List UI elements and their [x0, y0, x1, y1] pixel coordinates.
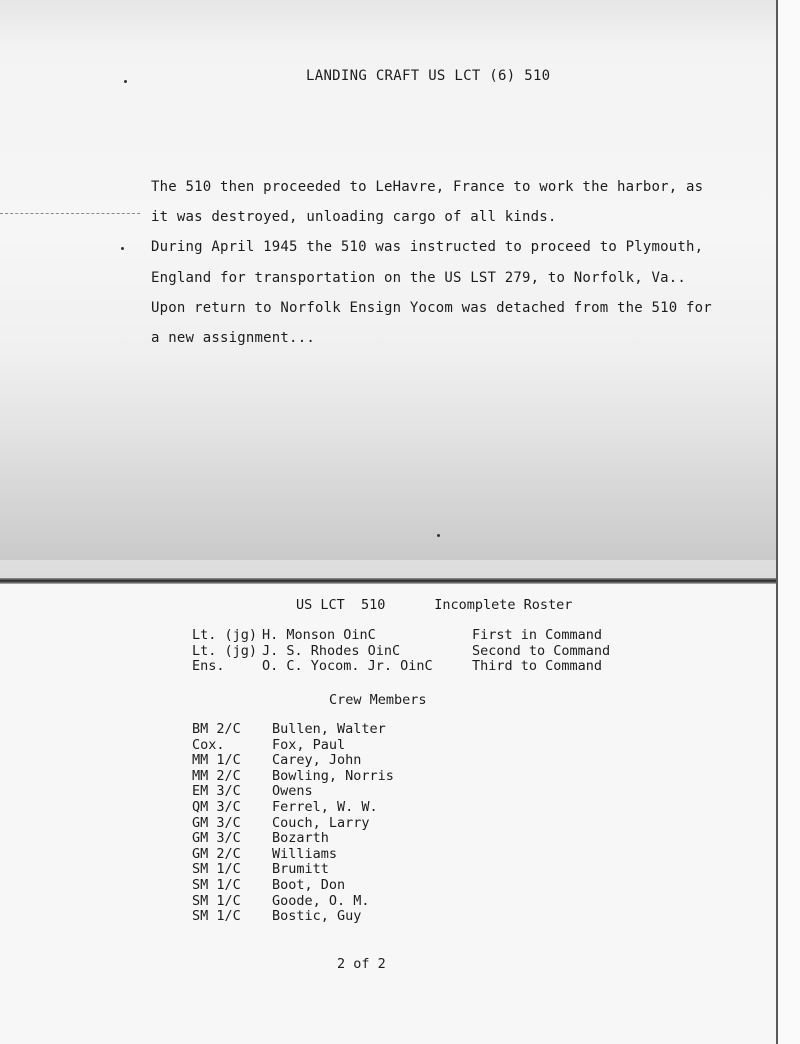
- crew-rate: SM 1/C: [192, 876, 241, 893]
- crew-row: [192, 816, 394, 832]
- crew-row: [192, 831, 394, 847]
- crew-rate: SM 1/C: [192, 892, 241, 909]
- crew-rate: BM 2/C: [192, 721, 241, 737]
- crew-rate: Cox.: [192, 736, 225, 753]
- officer-row: [192, 628, 610, 644]
- ink-speck: [121, 247, 124, 250]
- crew-row: [192, 800, 394, 816]
- narrative-line: Upon return to Norfolk Ensign Yocom was detached from the 510 for: [151, 299, 712, 316]
- crew-list: [192, 722, 394, 925]
- crew-row: [192, 722, 394, 738]
- roster-title: US LCT 510: [296, 597, 386, 613]
- roster-heading: [296, 597, 572, 613]
- crew-rate: SM 1/C: [192, 908, 241, 925]
- crew-name: Bozarth: [272, 830, 329, 847]
- crew-name: Bullen, Walter: [272, 721, 386, 737]
- narrative-line: a new assignment...: [151, 330, 315, 347]
- officer-row: [192, 659, 610, 675]
- officer-name: H. Monson OinC: [262, 627, 376, 643]
- crew-rate: QM 3/C: [192, 798, 241, 815]
- crew-name: Bostic, Guy: [272, 908, 362, 925]
- crew-rate: MM 1/C: [192, 752, 241, 769]
- narrative-line: it was destroyed, unloading cargo of all kinds.: [151, 209, 557, 226]
- officer-role: Third to Command: [472, 658, 603, 674]
- right-margin-strip: [778, 0, 800, 1044]
- crew-name: Goode, O. M.: [272, 892, 370, 909]
- narrative-line: During April 1945 the 510 was instructed to proceed to Plymouth,: [151, 239, 704, 256]
- crew-rate: SM 1/C: [192, 861, 241, 878]
- crew-name: Owens: [272, 783, 313, 800]
- page-fold-line: [0, 578, 800, 584]
- crew-heading: Crew Members: [329, 692, 427, 708]
- officer-row: [192, 644, 610, 660]
- narrative-line: England for transportation on the US LST 279, to Norfolk, Va..: [151, 269, 686, 286]
- document-title: LANDING CRAFT US LCT (6) 510: [306, 68, 551, 84]
- crew-row: [192, 894, 394, 910]
- roster-subtitle: Incomplete Roster: [434, 597, 573, 613]
- crew-name: Brumitt: [272, 861, 329, 878]
- crew-name: Ferrel, W. W.: [272, 798, 378, 815]
- crew-row: [192, 909, 394, 925]
- crew-rate: GM 2/C: [192, 845, 241, 862]
- crew-name: Boot, Don: [272, 876, 346, 893]
- narrative-line: The 510 then proceeded to LeHavre, France to work the harbor, as: [151, 179, 704, 195]
- crew-row: [192, 738, 394, 754]
- crew-name: Williams: [272, 845, 338, 862]
- crew-row: [192, 862, 394, 878]
- crew-name: Bowling, Norris: [272, 767, 394, 784]
- officer-role: Second to Command: [472, 642, 611, 659]
- crew-row: [192, 878, 394, 894]
- crew-rate: GM 3/C: [192, 830, 241, 847]
- narrative-paragraph: [151, 172, 711, 353]
- ink-speck: [437, 534, 440, 537]
- crew-name: Fox, Paul: [272, 736, 346, 753]
- officer-role: First in Command: [472, 627, 603, 643]
- crew-rate: GM 3/C: [192, 814, 241, 831]
- ink-speck: [124, 80, 127, 83]
- crew-name: Carey, John: [272, 752, 362, 769]
- crew-row: [192, 784, 394, 800]
- officer-rank: Lt. (jg): [192, 642, 258, 659]
- officer-rank: Lt. (jg): [192, 627, 258, 643]
- crew-name: Couch, Larry: [272, 814, 370, 831]
- crew-row: [192, 753, 394, 769]
- officer-name: O. C. Yocom. Jr. OinC: [262, 658, 433, 674]
- crew-rate: EM 3/C: [192, 783, 241, 800]
- officer-rank: Ens.: [192, 658, 225, 674]
- page-right-edge: [776, 0, 778, 1044]
- crew-rate: MM 2/C: [192, 767, 241, 784]
- crew-row: [192, 847, 394, 863]
- margin-dash-mark: [0, 213, 140, 214]
- crew-row: [192, 769, 394, 785]
- officer-name: J. S. Rhodes OinC: [262, 642, 401, 659]
- bleed-through-shadow: [0, 350, 800, 560]
- page-number: 2 of 2: [337, 956, 386, 972]
- officer-list: [192, 628, 610, 675]
